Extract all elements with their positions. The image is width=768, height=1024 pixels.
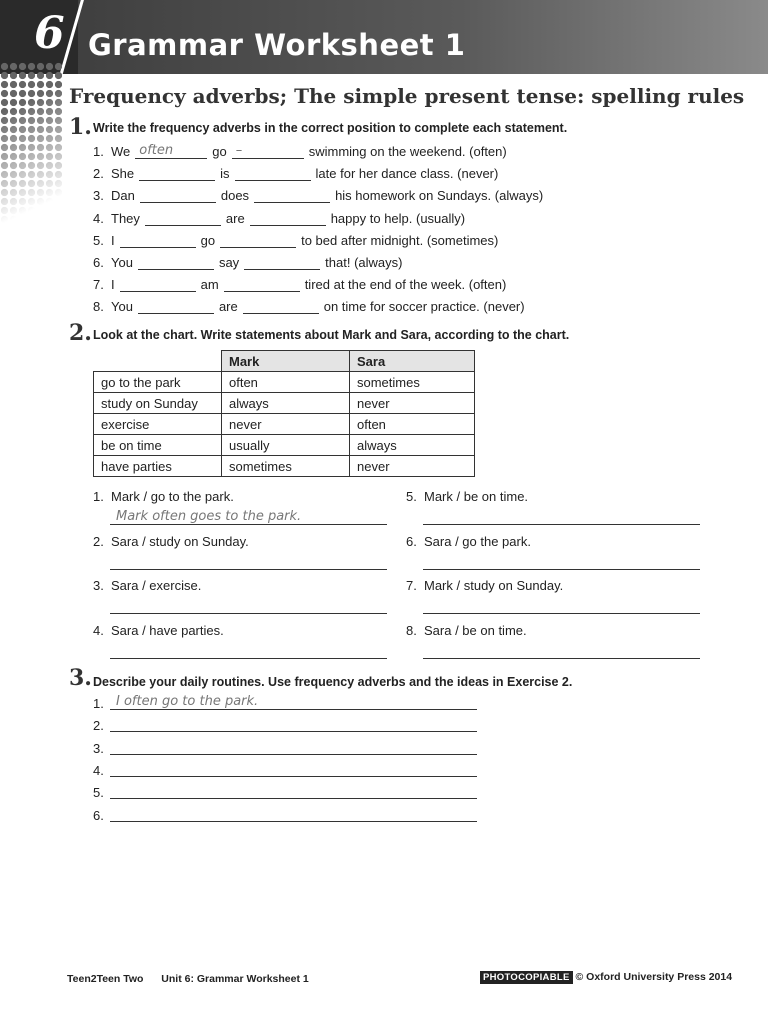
item-rest: to bed after midnight. (sometimes) [301,232,499,248]
chart-row [94,435,475,456]
exercise-1-item [93,143,507,159]
exercise-3-number: 3. [69,665,92,691]
item-rest: happy to help. (usually) [330,210,466,226]
answer-blank[interactable] [224,277,300,292]
prompt-number: 3. [93,578,104,593]
item-rest: his homework on Sundays. (always) [335,188,544,204]
line-number: 5. [93,785,104,801]
handwritten-answer: I often go to the park. [116,694,259,709]
exercise-1-item [93,232,498,248]
line-number: 2. [93,718,104,734]
answer-line[interactable] [110,821,477,822]
footer-unit: Unit 6: Grammar Worksheet 1 [161,973,309,985]
chart-cell: never [222,414,350,435]
item-number: 7. [93,277,104,293]
prompt-text: Mark / study on Sunday. [424,578,564,593]
chart-cell: have parties [94,456,222,477]
answer-line[interactable] [110,694,477,710]
item-number: 5. [93,232,104,248]
exercise-2-prompt [93,534,249,549]
answer-blank[interactable] [145,211,221,226]
exercise-1-number: 1. [69,114,92,140]
item-subject: She [111,166,135,182]
prompt-text: Mark / be on time. [424,489,529,504]
item-number: 1. [93,144,104,159]
chart-cell: always [350,435,475,456]
answer-line[interactable] [110,776,477,777]
answer-blank[interactable] [120,277,196,292]
answer-line[interactable] [110,731,477,732]
item-verb: is [220,166,230,182]
line-number: 3. [93,740,104,756]
prompt-number: 8. [406,622,417,638]
item-subject: Dan [111,188,135,204]
answer-blank[interactable] [244,255,320,270]
answer-blank[interactable] [254,188,330,203]
item-number: 3. [93,188,104,204]
answer-blank[interactable] [232,144,304,159]
item-rest: that! (always) [325,255,403,270]
item-number: 6. [93,255,104,270]
chart-header-mark: Mark [222,351,350,372]
answer-line[interactable] [423,613,700,614]
answer-line[interactable] [423,658,700,659]
exercise-1-item [93,276,506,292]
prompt-text: Sara / go the park. [424,533,531,549]
exercise-2-prompt [406,623,527,638]
answer-blank[interactable] [220,233,296,248]
exercise-1-item [93,254,402,270]
item-rest: on time for soccer practice. (never) [323,299,525,315]
exercise-2-prompt [93,578,201,593]
answer-blank[interactable] [120,233,196,248]
item-subject: I [111,277,115,293]
chart-row [94,372,475,393]
item-number: 2. [93,166,104,182]
item-subject: They [111,210,140,226]
chart-cell: be on time [94,435,222,456]
chart-header-sara: Sara [350,351,475,372]
exercise-1-item [93,298,525,314]
worksheet-subtitle: Frequency adverbs; The simple present tense: spelling rules [69,84,745,108]
item-verb: go [200,232,216,248]
item-rest: late for her dance class. (never) [315,166,499,182]
chart-row [94,414,475,435]
chart-row [94,393,475,414]
item-verb: go [212,144,227,159]
exercise-2-instruction: Look at the chart. Write statements about Mark and Sara, according to the chart. [93,328,570,342]
prompt-text: Sara / study on Sunday. [111,533,249,549]
answer-line[interactable] [110,613,387,614]
line-number: 1. [93,696,104,711]
prompt-number: 7. [406,578,417,593]
footer-copyright-block [480,971,732,984]
item-verb: am [200,277,219,293]
item-subject: I [111,232,115,248]
chart-cell: go to the park [94,372,222,393]
item-rest: swimming on the weekend. (often) [308,144,507,159]
answer-line[interactable] [110,569,387,570]
chart-cell: study on Sunday [94,393,222,414]
answer-blank[interactable] [138,299,214,314]
unit-number: 6 [34,8,65,59]
chart-cell: sometimes [350,372,475,393]
chart-cell: exercise [94,414,222,435]
chart-header-empty [94,351,222,372]
prompt-text: Mark / go to the park. [111,489,234,504]
answer-blank[interactable] [140,188,216,203]
exercise-1-item [93,210,465,226]
chart-header-row [94,351,475,372]
item-subject: We [111,144,131,159]
exercise-2-prompt [93,489,234,504]
item-number: 4. [93,210,104,226]
item-verb: say [218,255,240,270]
item-verb: does [220,188,250,204]
answer-line[interactable] [110,798,477,799]
exercise-1-item [93,187,543,203]
chart-cell: usually [222,435,350,456]
chart-cell: often [222,372,350,393]
handwritten-answer: Mark often goes to the park. [116,509,302,524]
footer-book-title: Teen2Teen Two [67,973,144,985]
prompt-number: 2. [93,533,104,549]
prompt-number: 4. [93,622,104,638]
chart-row [94,456,475,477]
chart-cell: never [350,393,475,414]
answer-blank[interactable] [250,211,326,226]
chart-cell: never [350,456,475,477]
answer-line[interactable] [110,754,477,755]
item-verb: are [225,210,245,226]
prompt-number: 5. [406,489,417,504]
footer-copyright: © Oxford University Press 2014 [575,971,733,983]
worksheet-title: Grammar Worksheet 1 [88,28,466,62]
footer-book [67,973,309,985]
exercise-2-prompt [406,534,531,549]
handwritten-answer: often [139,143,174,158]
exercise-2-prompt [406,578,563,593]
answer-line[interactable] [423,524,700,525]
line-number: 4. [93,762,104,778]
answer-blank[interactable] [235,166,311,181]
item-subject: You [111,255,133,270]
worksheet-header [0,0,768,74]
line-number: 6. [93,807,104,823]
photocopiable-badge: PHOTOCOPIABLE [480,971,573,984]
item-verb: are [218,299,238,315]
answer-line[interactable] [423,569,700,570]
exercise-2-prompt [93,623,224,638]
handwritten-answer: – [235,143,243,158]
halftone-dots-decoration [0,62,62,237]
exercise-2-number: 2. [69,320,92,346]
prompt-text: Sara / have parties. [111,622,224,638]
exercise-1-instruction: Write the frequency adverbs in the correct position to complete each statement. [93,121,568,135]
prompt-number: 1. [93,489,104,504]
prompt-text: Sara / exercise. [111,578,202,593]
item-rest: tired at the end of the week. (often) [304,277,507,293]
item-subject: You [111,299,133,315]
answer-line[interactable] [110,658,387,659]
exercise-2-prompt [406,489,528,504]
answer-blank[interactable] [139,166,215,181]
chart-cell: always [222,393,350,414]
answer-blank[interactable] [138,255,214,270]
answer-blank[interactable] [135,144,207,159]
chart-cell: sometimes [222,456,350,477]
answer-blank[interactable] [243,299,319,314]
item-number: 8. [93,299,104,315]
answer-line[interactable] [110,509,387,525]
exercise-1-item [93,165,498,181]
frequency-chart-table [93,350,475,477]
chart-cell: often [350,414,475,435]
prompt-number: 6. [406,533,417,549]
prompt-text: Sara / be on time. [424,622,527,638]
exercise-3-instruction: Describe your daily routines. Use frequency adverbs and the ideas in Exercise 2. [93,675,573,689]
